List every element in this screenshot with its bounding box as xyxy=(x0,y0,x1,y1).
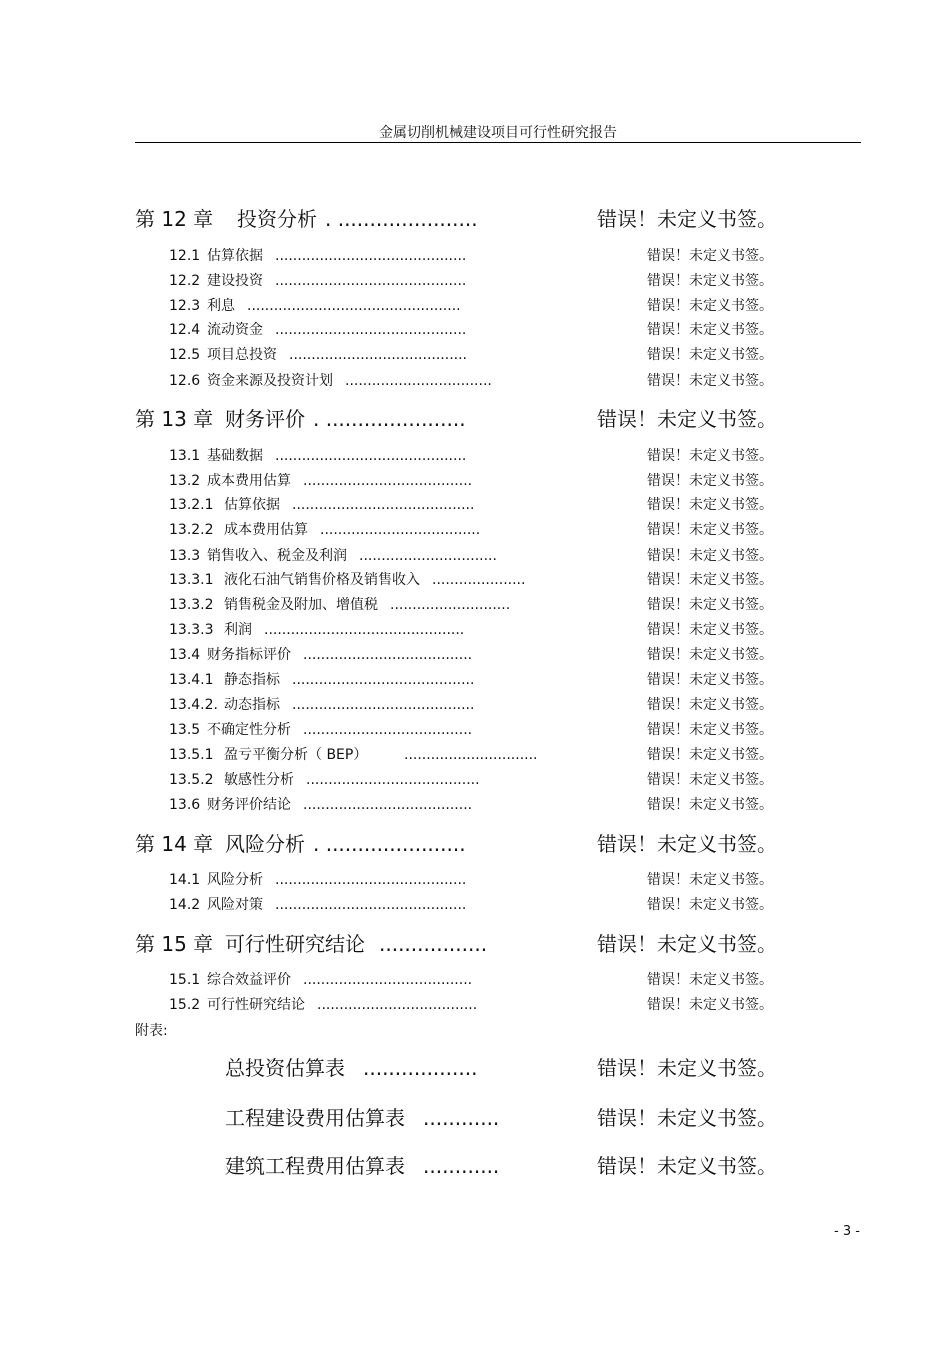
appendix-entry-title: 总投资估算表 xyxy=(225,1056,345,1080)
toc-leader-dots: ......................................... xyxy=(292,497,475,513)
toc-section-entry[interactable] xyxy=(0,469,950,495)
toc-entry-title: 建设投资 xyxy=(207,273,263,289)
toc-leader-dots: ............................... xyxy=(359,548,497,564)
toc-entry-title: 财务评价结论 xyxy=(207,797,291,813)
toc-leader-dots: . ...................... xyxy=(313,407,466,431)
toc-page-reference: 错误！未定义书签。 xyxy=(647,697,773,713)
toc-page-reference: 错误！未定义书签。 xyxy=(647,747,773,763)
toc-page-reference: 错误！未定义书签。 xyxy=(597,407,777,431)
toc-page-reference: 错误！未定义书签。 xyxy=(647,672,773,688)
toc-page-reference: 错误！未定义书签。 xyxy=(647,722,773,738)
toc-entry-number: 13.4.2. xyxy=(169,697,218,713)
toc-entry-title: 液化石油气销售价格及销售收入 xyxy=(224,572,420,588)
toc-section-entry[interactable] xyxy=(0,643,950,669)
toc-entry-number: 12.2 xyxy=(169,273,201,289)
toc-entry-number: 13.5.1 xyxy=(169,747,214,763)
page-number: - 3 - xyxy=(834,1224,860,1239)
toc-entry-number: 12.1 xyxy=(169,248,201,264)
toc-leader-dots: ................. xyxy=(379,932,488,956)
toc-section-entry[interactable] xyxy=(0,793,950,819)
toc-leader-dots: ............ xyxy=(423,1106,500,1130)
toc-chapter-entry[interactable] xyxy=(0,831,950,857)
toc-page-reference: 错误！未定义书签。 xyxy=(647,522,773,538)
toc-section-entry[interactable] xyxy=(0,518,950,544)
toc-page-reference: 错误！未定义书签。 xyxy=(647,347,773,363)
toc-page-reference: 错误！未定义书签。 xyxy=(647,373,773,389)
header-rule xyxy=(135,142,861,143)
appendix-entry[interactable] xyxy=(0,1105,950,1131)
toc-entry-number: 12.6 xyxy=(169,373,201,389)
toc-page-reference: 错误！未定义书签。 xyxy=(597,207,777,231)
toc-page-reference: 错误！未定义书签。 xyxy=(597,932,777,956)
toc-entry-number: 13.3.3 xyxy=(169,622,214,638)
toc-entry-title: 基础数据 xyxy=(207,448,263,464)
toc-section-entry[interactable] xyxy=(0,618,950,644)
toc-entry-number: 15.2 xyxy=(169,997,201,1013)
toc-page-reference: 错误！未定义书签。 xyxy=(647,248,773,264)
toc-entry-number: 12.4 xyxy=(169,322,201,338)
toc-entry-title: 利息 xyxy=(207,298,235,314)
toc-entry-title: 静态指标 xyxy=(224,672,280,688)
appendix-entry-title: 建筑工程费用估算表 xyxy=(225,1154,405,1178)
toc-leader-dots: ................................................ xyxy=(247,298,461,314)
toc-entry-title: 流动资金 xyxy=(207,322,263,338)
toc-entry-number: 13.3 xyxy=(169,548,201,564)
toc-entry-title: 销售税金及附加、增值税 xyxy=(224,597,378,613)
toc-entry-title: 财务指标评价 xyxy=(207,647,291,663)
appendix-entry-title: 工程建设费用估算表 xyxy=(225,1106,405,1130)
toc-leader-dots: ..................... xyxy=(432,572,526,588)
toc-entry-title: 敏感性分析 xyxy=(224,772,294,788)
toc-entry-number: 第 14 章 xyxy=(135,832,214,856)
toc-entry-title: 财务评价 xyxy=(225,407,305,431)
toc-entry-number: 13.1 xyxy=(169,448,201,464)
toc-page-reference: 错误！未定义书签。 xyxy=(647,548,773,564)
toc-page-reference: 错误！未定义书签。 xyxy=(647,647,773,663)
toc-section-entry[interactable] xyxy=(0,343,950,369)
toc-entry-number: 第 13 章 xyxy=(135,407,214,431)
toc-entry-title: 风险分析 xyxy=(207,872,263,888)
toc-entry-number: 14.2 xyxy=(169,897,201,913)
appendix-label: 附表: xyxy=(135,1023,168,1039)
toc-section-entry[interactable] xyxy=(0,544,950,570)
toc-leader-dots: .................................... xyxy=(317,997,478,1013)
toc-entry-title: 项目总投资 xyxy=(207,347,277,363)
toc-entry-number: 12.5 xyxy=(169,347,201,363)
toc-leader-dots: ................................. xyxy=(345,373,492,389)
toc-leader-dots: ........................................... xyxy=(275,248,467,264)
toc-entry-title: 综合效益评价 xyxy=(207,972,291,988)
toc-page-reference: 错误！未定义书签。 xyxy=(597,1056,777,1080)
toc-leader-dots: .............................. xyxy=(404,747,538,763)
toc-leader-dots: .................................... xyxy=(320,522,481,538)
toc-leader-dots: ........................................ xyxy=(289,347,468,363)
toc-page-reference: 错误！未定义书签。 xyxy=(647,497,773,513)
toc-entry-title: 可行性研究结论 xyxy=(225,932,365,956)
toc-section-entry[interactable] xyxy=(0,893,950,919)
toc-entry-title: 成本费用估算 xyxy=(207,473,291,489)
toc-entry-number: 13.2 xyxy=(169,473,201,489)
toc-entry-title: 投资分析 xyxy=(237,207,317,231)
toc-entry-title: 成本费用估算 xyxy=(224,522,308,538)
toc-entry-number: 15.1 xyxy=(169,972,201,988)
toc-section-entry[interactable] xyxy=(0,668,950,694)
toc-page-reference: 错误！未定义书签。 xyxy=(647,597,773,613)
toc-section-entry[interactable] xyxy=(0,244,950,270)
toc-section-entry[interactable] xyxy=(0,768,950,794)
toc-section-entry[interactable] xyxy=(0,318,950,344)
toc-section-entry[interactable] xyxy=(0,968,950,994)
toc-page-reference: 错误！未定义书签。 xyxy=(647,298,773,314)
toc-entry-title: 估算依据 xyxy=(224,497,280,513)
toc-entry-number: 13.5 xyxy=(169,722,201,738)
toc-entry-title: 可行性研究结论 xyxy=(207,997,305,1013)
toc-entry-number: 第 12 章 xyxy=(135,207,214,231)
toc-section-entry[interactable] xyxy=(0,269,950,295)
toc-entry-title: 盈亏平衡分析（ BEP） xyxy=(224,747,368,763)
toc-section-entry[interactable] xyxy=(0,718,950,744)
toc-leader-dots: ...................................... xyxy=(303,722,473,738)
toc-entry-title: 销售收入、税金及利润 xyxy=(207,548,347,564)
toc-entry-number: 13.4.1 xyxy=(169,672,214,688)
toc-leader-dots: ....................................... xyxy=(306,772,480,788)
toc-leader-dots: ...................................... xyxy=(303,797,473,813)
toc-section-entry[interactable] xyxy=(0,444,950,470)
toc-page-reference: 错误！未定义书签。 xyxy=(597,1154,777,1178)
toc-leader-dots: ........................................... xyxy=(275,897,467,913)
toc-page-reference: 错误！未定义书签。 xyxy=(647,322,773,338)
toc-entry-number: 第 15 章 xyxy=(135,932,214,956)
toc-section-entry[interactable] xyxy=(0,568,950,594)
toc-entry-title: 估算依据 xyxy=(207,248,263,264)
toc-entry-number: 13.5.2 xyxy=(169,772,214,788)
toc-chapter-entry[interactable] xyxy=(0,206,950,232)
toc-leader-dots: ...................................... xyxy=(303,972,473,988)
toc-page-reference: 错误！未定义书签。 xyxy=(647,897,773,913)
toc-page-reference: 错误！未定义书签。 xyxy=(597,832,777,856)
toc-section-entry[interactable] xyxy=(0,693,950,719)
toc-page-reference: 错误！未定义书签。 xyxy=(647,273,773,289)
toc-section-entry[interactable] xyxy=(0,294,950,320)
appendix-entry[interactable] xyxy=(0,1153,950,1179)
toc-leader-dots: ........................................... xyxy=(275,322,467,338)
toc-section-entry[interactable] xyxy=(0,369,950,395)
toc-leader-dots: . ...................... xyxy=(313,832,466,856)
toc-leader-dots: ............................................. xyxy=(264,622,465,638)
toc-section-entry[interactable] xyxy=(0,593,950,619)
toc-leader-dots: ........................................... xyxy=(275,448,467,464)
toc-page-reference: 错误！未定义书签。 xyxy=(647,872,773,888)
toc-page-reference: 错误！未定义书签。 xyxy=(647,797,773,813)
toc-leader-dots: .................. xyxy=(363,1056,478,1080)
toc-page-reference: 错误！未定义书签。 xyxy=(647,972,773,988)
toc-page-reference: 错误！未定义书签。 xyxy=(647,473,773,489)
toc-section-entry[interactable] xyxy=(0,868,950,894)
toc-leader-dots: ........................................... xyxy=(275,273,467,289)
toc-entry-number: 12.3 xyxy=(169,298,201,314)
toc-entry-number: 13.3.1 xyxy=(169,572,214,588)
toc-leader-dots: ........................................... xyxy=(275,872,467,888)
toc-entry-title: 风险对策 xyxy=(207,897,263,913)
toc-chapter-entry[interactable] xyxy=(0,931,950,957)
toc-page-reference: 错误！未定义书签。 xyxy=(647,622,773,638)
toc-chapter-entry[interactable] xyxy=(0,406,950,432)
toc-entry-number: 13.6 xyxy=(169,797,201,813)
toc-entry-number: 13.3.2 xyxy=(169,597,214,613)
toc-leader-dots: ........................... xyxy=(390,597,511,613)
toc-page-reference: 错误！未定义书签。 xyxy=(647,997,773,1013)
appendix-entry[interactable] xyxy=(0,1055,950,1081)
toc-leader-dots: ......................................... xyxy=(292,697,475,713)
toc-entry-number: 14.1 xyxy=(169,872,201,888)
toc-entry-number: 13.2.2 xyxy=(169,522,214,538)
toc-leader-dots: ............ xyxy=(423,1154,500,1178)
toc-entry-title: 不确定性分析 xyxy=(207,722,291,738)
toc-leader-dots: ......................................... xyxy=(292,672,475,688)
toc-page-reference: 错误！未定义书签。 xyxy=(647,772,773,788)
toc-entry-title: 风险分析 xyxy=(225,832,305,856)
toc-page-reference: 错误！未定义书签。 xyxy=(647,448,773,464)
toc-section-entry[interactable] xyxy=(0,993,950,1019)
toc-section-entry[interactable] xyxy=(0,743,950,769)
toc-entry-title: 利润 xyxy=(224,622,252,638)
toc-entry-title: 资金来源及投资计划 xyxy=(207,373,333,389)
toc-leader-dots: ...................................... xyxy=(303,647,473,663)
toc-entry-number: 13.2.1 xyxy=(169,497,214,513)
toc-section-entry[interactable] xyxy=(0,493,950,519)
toc-page-reference: 错误！未定义书签。 xyxy=(597,1106,777,1130)
toc-entry-number: 13.4 xyxy=(169,647,201,663)
toc-leader-dots: . ...................... xyxy=(325,207,478,231)
toc-entry-title: 动态指标 xyxy=(224,697,280,713)
page-header-title: 金属切削机械建设项目可行性研究报告 xyxy=(379,125,617,141)
toc-page-reference: 错误！未定义书签。 xyxy=(647,572,773,588)
toc-leader-dots: ...................................... xyxy=(303,473,473,489)
